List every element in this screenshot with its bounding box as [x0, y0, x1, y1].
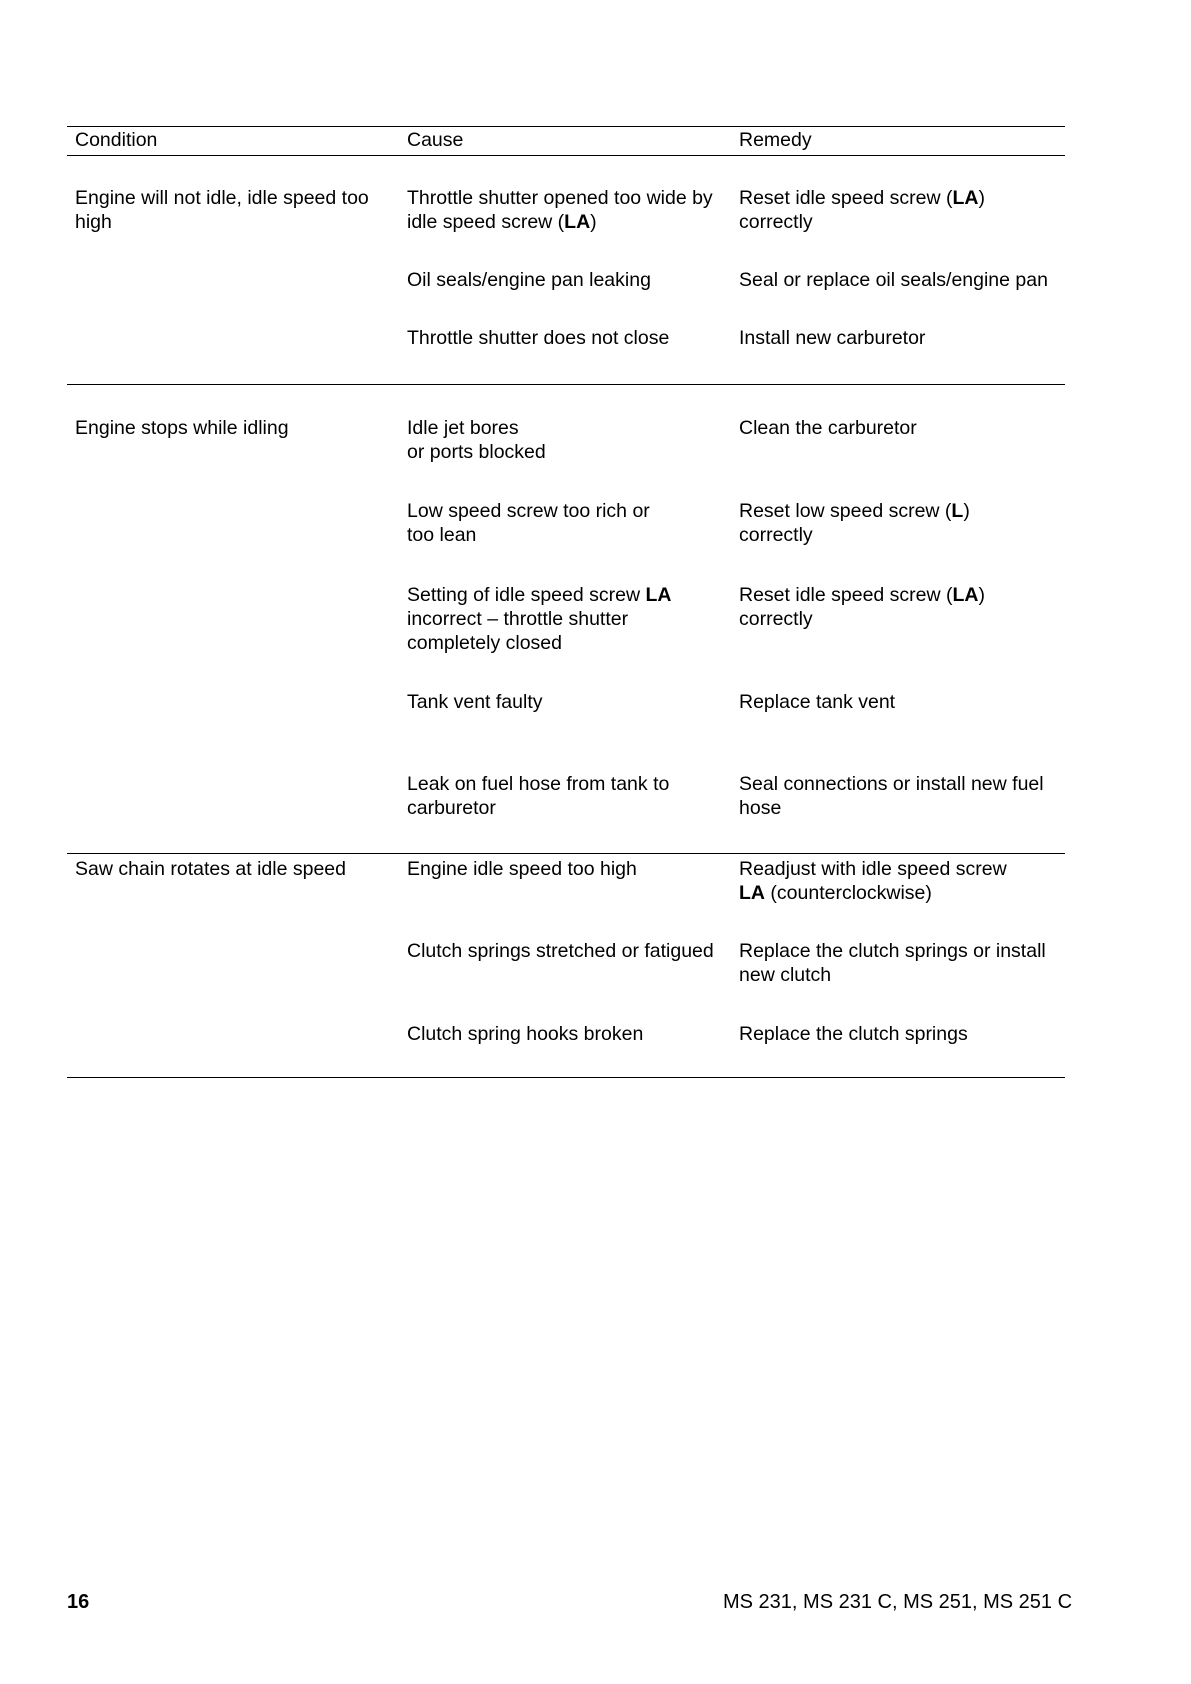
remedy-2-3: Reset idle speed screw (LA) correctly: [739, 584, 986, 630]
remedy-2-4: Replace tank vent: [739, 691, 896, 713]
header-condition: Condition: [75, 129, 158, 151]
remedy-1-2: Seal or replace oil seals/engine pan: [739, 269, 1048, 291]
header-remedy: Remedy: [739, 129, 812, 151]
cause-1-2: Oil seals/engine pan leaking: [407, 269, 651, 291]
remedy-2-5: Seal connections or install new fuel hose: [739, 773, 1044, 819]
remedy-1-3: Install new carburetor: [739, 327, 926, 349]
header-bottom-rule: [67, 155, 1065, 156]
cause-2-5: Leak on fuel hose from tank to carburetor: [407, 773, 670, 819]
condition-group-3: Saw chain rotates at idle speed: [75, 858, 347, 880]
cause-1-3: Throttle shutter does not close: [407, 327, 670, 349]
remedy-3-2: Replace the clutch springs or install new clutch: [739, 940, 1046, 986]
table-bottom-rule: [67, 1077, 1065, 1078]
group-1-bottom-rule: [67, 384, 1065, 385]
remedy-3-1: Readjust with idle speed screw LA (counterclockwise): [739, 858, 1007, 904]
remedy-2-1: Clean the carburetor: [739, 417, 917, 439]
cause-1-1: Throttle shutter opened too wide by idle speed screw (LA): [407, 187, 713, 233]
cause-3-3: Clutch spring hooks broken: [407, 1023, 644, 1045]
condition-group-1: Engine will not idle, idle speed too high: [75, 187, 369, 233]
header-cause: Cause: [407, 129, 464, 151]
cause-2-3: Setting of idle speed screw LA incorrect – throttle shutter completely closed: [407, 584, 672, 654]
page-number: 16: [67, 1591, 90, 1613]
remedy-3-3: Replace the clutch springs: [739, 1023, 968, 1045]
cause-2-2: Low speed screw too rich or too lean: [407, 500, 650, 546]
cause-2-1: Idle jet bores or ports blocked: [407, 417, 546, 463]
remedy-2-2: Reset low speed screw (L) correctly: [739, 500, 970, 546]
cause-3-1: Engine idle speed too high: [407, 858, 637, 880]
table-top-rule: [67, 126, 1065, 127]
cause-3-2: Clutch springs stretched or fatigued: [407, 940, 714, 962]
condition-group-2: Engine stops while idling: [75, 417, 289, 439]
group-2-bottom-rule: [67, 853, 1065, 854]
model-list: MS 231, MS 231 C, MS 251, MS 251 C: [723, 1591, 1073, 1613]
remedy-1-1: Reset idle speed screw (LA) correctly: [739, 187, 986, 233]
cause-2-4: Tank vent faulty: [407, 691, 543, 713]
